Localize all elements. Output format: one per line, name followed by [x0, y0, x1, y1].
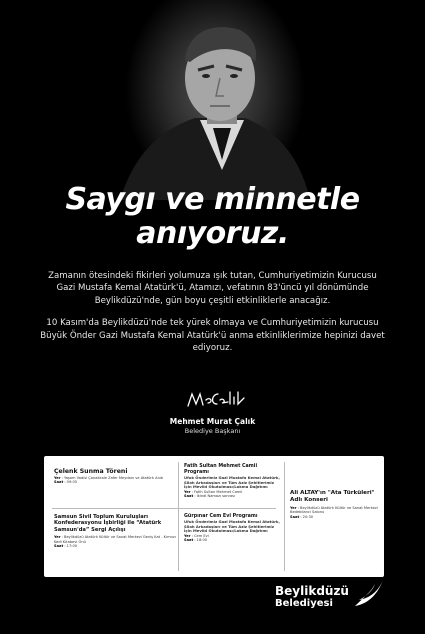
event-mosque-program	[184, 464, 280, 499]
event-time: : İkindi Namazı sonrası	[194, 494, 236, 499]
paragraph-2: 10 Kasım'da Beylikdüzü'nde tek yürek olmaya ve Cumhuriyetimizin kurucusu Büyük Önder Gazi Mustafa Kemal Atatürk'ü anma etkinliklerimize hepinizi davet ediyoruz.	[40, 318, 385, 354]
portrait-photo	[0, 0, 425, 200]
time-label: Saat	[54, 544, 64, 549]
time-label: Saat	[290, 514, 300, 519]
event-description: Ufuk Önderimiz Gazi Mustafa Kemal Atatürk, Silah Arkadaşları ve Tüm Aziz Şehitlerimiz İçin Mevlid Okutulması/Lokma Dağıtımı	[184, 519, 280, 534]
event-concert	[290, 490, 378, 519]
events-panel	[44, 456, 384, 577]
event-place: : Beylikdüzü Atatürk Kültür ve Sanat Merkezi Bedebilanci Salonu	[290, 505, 378, 515]
event-title: Fatih Sultan Mehmet Camii Programı	[184, 464, 258, 475]
column-divider-2	[284, 462, 285, 571]
signer-title: Belediye Başkanı	[184, 427, 241, 435]
place-label: Yer	[184, 489, 191, 494]
municipality-logo	[275, 578, 395, 618]
event-time: : 09:05	[64, 480, 78, 485]
time-label: Saat	[54, 480, 64, 485]
logo-line-2: Belediyesi	[275, 598, 333, 609]
event-wreath-ceremony	[54, 468, 174, 485]
place-label: Yer	[290, 505, 297, 510]
event-time: : 17:00	[64, 544, 78, 549]
headline-line-2: anıyoruz.	[136, 216, 289, 251]
event-place: : Beylikdüzü Atatürk Kültür ve Sanat Merkezi Geniş Kat - Kırmızı Kedi Kitabevi Önü	[54, 535, 176, 544]
invitation-text	[40, 270, 385, 364]
headline	[0, 183, 425, 251]
signer-block	[0, 417, 425, 436]
event-place: : Yaşam Vadisi Çanakkale Zafer Meydanı ve Atatürk Anıtı	[61, 475, 164, 480]
time-label: Saat	[184, 538, 194, 543]
event-time: : 18:00	[194, 538, 208, 543]
event-place: : Cem Evi	[191, 533, 209, 538]
event-title: Ali ALTAY'ın "Ata Türküleri" Adlı Konseri	[290, 490, 375, 503]
event-place: : Fatih Sultan Mehmet Camii	[191, 489, 243, 494]
bird-icon	[353, 576, 387, 612]
paragraph-1: Zamanın ötesindeki fikirleri yolumuza ışık tutan, Cumhuriyetimizin Kurucusu Gazi Mustafa Kemal Atatürk'ü, Atamızı, vefatının 83'üncü yıl dönümünde Beylikdüzü'nde, gün boyu çeşitli etkinliklerle anacağız.	[48, 271, 377, 306]
headline-line-1: Saygı ve minnetle	[65, 182, 360, 217]
place-label: Yer	[54, 535, 61, 540]
column-divider-1	[178, 462, 179, 571]
portrait-illustration	[0, 0, 425, 200]
event-exhibition-opening	[54, 514, 176, 549]
event-time: : 20:30	[300, 514, 314, 519]
event-cemevi-program	[184, 514, 280, 543]
event-description: Ufuk Önderimiz Gazi Mustafa Kemal Atatürk, Silah Arkadaşları ve Tüm Aziz Şehitlerimiz İçin Mevlid Okutulması/Lokma Dağıtımı	[184, 475, 280, 490]
place-label: Yer	[54, 475, 61, 480]
logo-line-1: Beylikdüzü	[275, 584, 349, 598]
event-title: Gürpınar Cem Evi Programı	[184, 514, 258, 519]
place-label: Yer	[184, 533, 191, 538]
event-title: Samsun Sivil Toplum Kuruluşları Konfederasyonu İşbirliği ile “Atatürk Samsun'da” Sergi Açılışı	[54, 514, 162, 533]
time-label: Saat	[184, 494, 194, 499]
row-divider	[52, 508, 276, 509]
handwritten-signature	[170, 388, 260, 410]
event-title: Çelenk Sunma Töreni	[54, 468, 128, 475]
signer-name: Mehmet Murat Çalık	[169, 417, 256, 426]
